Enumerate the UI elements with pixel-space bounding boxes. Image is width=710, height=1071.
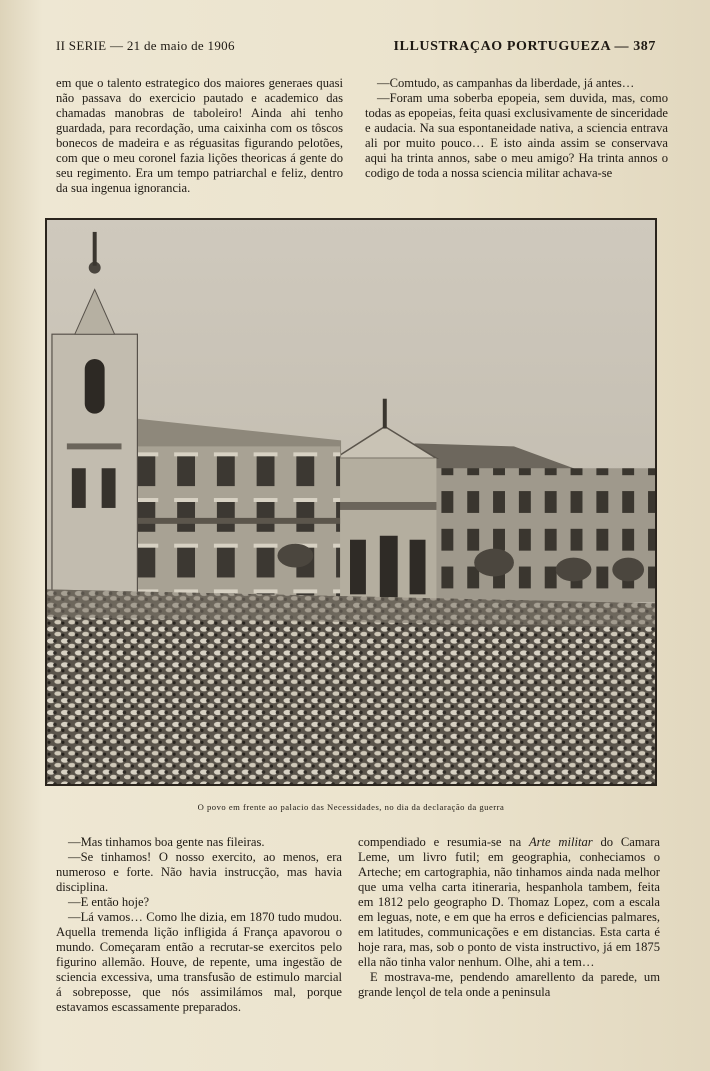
running-header xyxy=(56,38,656,55)
paragraph: —Se tinhamos! O nosso exercito, ao menos, era numeroso e forte. Não havia instrucção, mas havia disciplina. xyxy=(56,850,342,894)
paragraph: em que o talento estrategico dos maiores generaes quasi não passava do exercicio pautado e academico das chamadas manobras de taboleiro! Ainda ahi tenho guardada, para recordação, uma caixinha com os tôscos bonecos de madeira e as réguasitas figurando pelotões, com que o meu coronel fazia lições theoricas á gente do seu regimento. Era um tempo patriarchal e feliz, dentro da sua ingenua ignorancia. xyxy=(56,76,343,195)
text-run: compendiado e resumia-se na xyxy=(358,835,529,849)
column-top-right xyxy=(365,76,668,181)
photograph-palace-crowd xyxy=(45,218,657,786)
paragraph: —E então hoje? xyxy=(68,895,150,909)
header-journal-page: ILLUSTRAÇAO PORTUGUEZA — 387 xyxy=(393,39,656,54)
paragraph: —Lá vamos… Como lhe dizia, em 1870 tudo mudou. Aquella tremenda lição infligida á França apavorou o mundo. Começaram então a recrutar-se exercitos pelo figurino allemão. Houve, de repente, uma ingestão de sciencia excessiva, uma transfusão de estimulo marcial á sobreposse, que nós assimilámos mal, porque estavamos escassamente preparados. xyxy=(56,910,342,1014)
column-bottom-left xyxy=(56,835,342,1015)
header-series-date: II SERIE — 21 de maio de 1906 xyxy=(56,38,235,53)
column-bottom-right xyxy=(358,835,660,1000)
column-top-left xyxy=(56,76,343,196)
paragraph: —Foram uma soberba epopeia, sem duvida, mas, como todas as epopeias, feita quasi exclusivamente de sinceridade e audacia. Na sua espontaneidade nativa, a sciencia entrava ali por muito pouco… E isto ainda assim se conservava aqui ha trinta annos, sabe o meu amigo? Ha trinta annos o codigo de toda a nossa sciencia militar achava-se xyxy=(365,91,668,180)
photo-caption: O povo em frente ao palacio das Necessidades, no dia da declaração da guerra xyxy=(197,802,505,812)
paragraph: —Comtudo, as campanhas da liberdade, já antes… xyxy=(377,76,635,90)
text-run: do Camara Leme, um livro futil; em geographia, conheciamos o Arteche; em cartographia, não tinhamos ainda nada melhor que uma velha carta itineraria, hespanhola tambem, feita em 1812 pelo geographo D. Thomaz Lopez, com a escala em leguas, note, e em que ha erros e deficiencias palmares, em latitudes, communicações e em distancias. Esta carta é hoje rara, mas, sob o ponto de vista instructivo, já em 1875 ella não tinha valor nenhum. Olhe, ahi a tem… xyxy=(358,835,660,969)
paragraph: E mostrava-me, pendendo amarellento da parede, um grande lençol de tela onde a peninsula xyxy=(358,970,660,999)
paragraph: —Mas tinhamos boa gente nas fileiras. xyxy=(68,835,265,849)
palace-crowd-illustration xyxy=(47,220,655,784)
paragraph xyxy=(358,835,660,970)
book-title: Arte militar xyxy=(528,835,593,849)
